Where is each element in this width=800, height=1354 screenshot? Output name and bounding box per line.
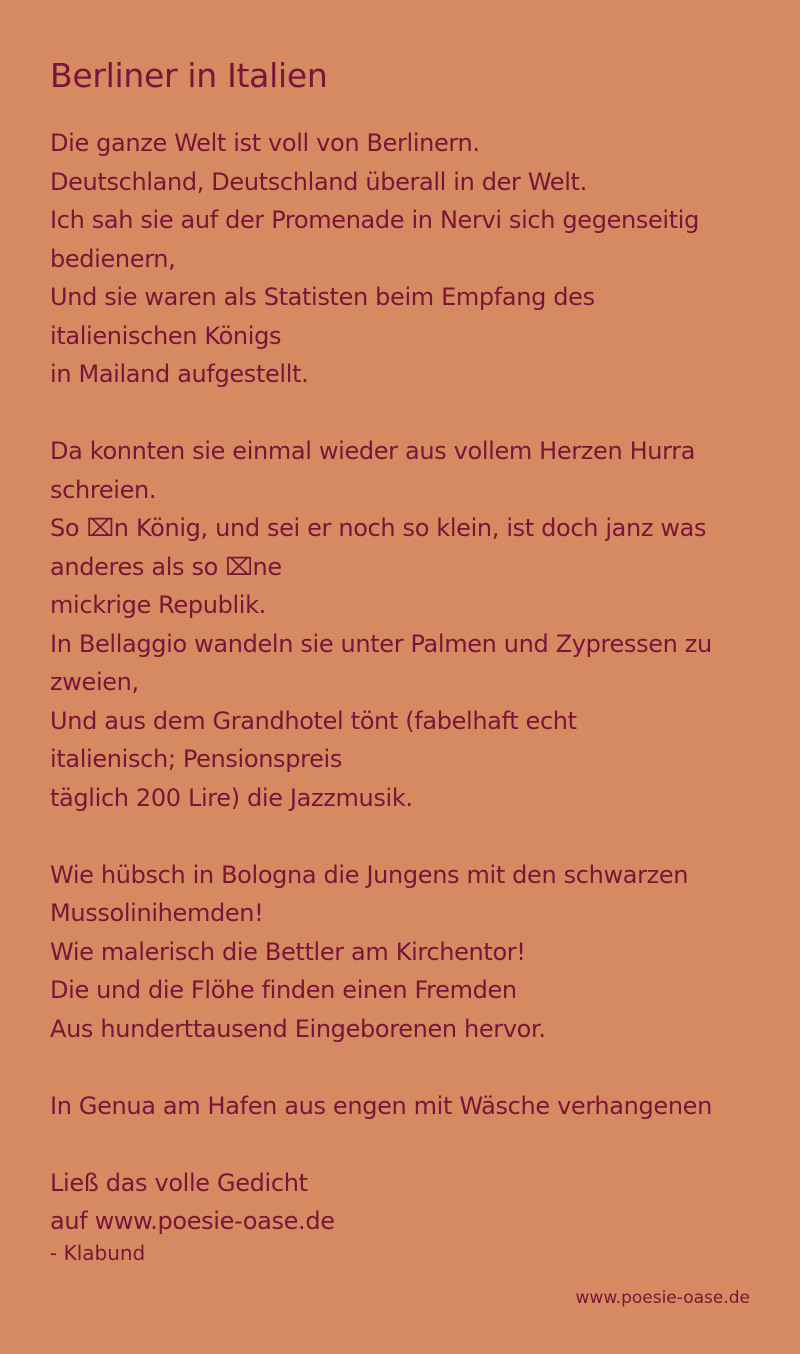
poem-line: bedienern, (50, 244, 176, 273)
poem-line: Da konnten sie einmal wieder aus vollem Herzen Hurra (50, 437, 696, 465)
poem-line: schreien. (50, 475, 157, 504)
poem-line: täglich 200 Lire) die Jazzmusik. (50, 783, 413, 812)
stanza-gap (50, 1048, 770, 1087)
poem-line: italienisch; Pensionspreis (50, 745, 342, 773)
poem-line: Ich sah sie auf der Promenade in Nervi sich gegenseitig (50, 206, 700, 234)
poem-line: Und aus dem Grandhotel tönt (fabelhaft echt (50, 706, 577, 735)
poem-line: Wie hübsch in Bologna die Jungens mit den schwarzen (50, 860, 689, 889)
poem-line: mickrige Republik. (50, 591, 266, 619)
stanza-gap (50, 817, 770, 856)
poem-line: Wie malerisch die Bettler am Kirchentor! (50, 937, 526, 966)
stanza (50, 432, 770, 817)
poem-line: Deutschland, Deutschland überall in der Welt. (50, 167, 587, 196)
poem-body (50, 124, 770, 1241)
poem-line: Aus hunderttausend Eingeborenen hervor. (50, 1014, 546, 1043)
poem-line: Die ganze Welt ist voll von Berlinern. (50, 129, 480, 157)
poem-line: Ließ das volle Gedicht (50, 1168, 308, 1197)
stanza (50, 1164, 770, 1241)
poem-line: anderes als so ⌧ne (50, 552, 282, 581)
poem-author: - Klabund (50, 1241, 146, 1265)
stanza-gap (50, 394, 770, 433)
poem-line: In Genua am Hafen aus engen mit Wäsche verhangenen (50, 1091, 712, 1120)
poem-line: auf www.poesie-oase.de (50, 1207, 335, 1235)
poem-line: Und sie waren als Statisten beim Empfang des (50, 283, 595, 311)
poem-line: Die und die Flöhe finden einen Fremden (50, 976, 517, 1004)
poem-line: In Bellaggio wandeln sie unter Palmen und Zypressen zu (50, 629, 712, 658)
stanza (50, 124, 770, 394)
stanza (50, 856, 770, 1049)
poem-line: So ⌧n König, und sei er noch so klein, ist doch janz was (50, 514, 707, 542)
poem-line: Mussolinihemden! (50, 899, 264, 927)
poem-line: italienischen Königs (50, 321, 282, 350)
stanza-gap (50, 1125, 770, 1164)
poem-line: in Mailand aufgestellt. (50, 360, 309, 388)
footer-website-link[interactable]: www.poesie-oase.de (575, 1288, 750, 1308)
stanza (50, 1087, 770, 1126)
poem-line: zweien, (50, 668, 139, 696)
poem-title: Berliner in Italien (50, 56, 328, 95)
